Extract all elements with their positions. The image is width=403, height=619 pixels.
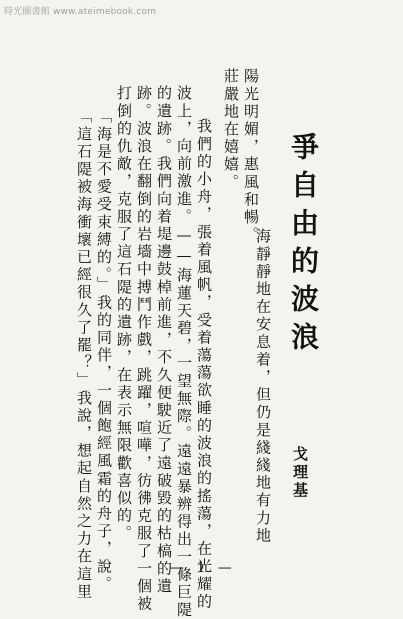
- page-number: — 1 —: [170, 560, 236, 576]
- paragraph-line-2: 陽光明媚，惠風和暢。: [242, 68, 260, 244]
- page-title: 爭自由的波浪: [287, 132, 320, 360]
- paragraph-line-7: 跡。波浪在翻倒的岩墻中搏鬥作戲，跳躍，喧嘩，彷彿克服了一個被: [135, 85, 153, 613]
- paragraph-line-3: 莊嚴地在嬉嬉。: [222, 68, 240, 192]
- watermark-text: 時光圖書館 www.ateimebook.com: [4, 7, 157, 17]
- paragraph-line-1: 海靜靜地在安息着，但仍是綫綫地有力地: [254, 228, 272, 545]
- paragraph-line-10: 「這石隄被海衝壞已經很久了罷？」我說，想起自然之力在這里: [75, 108, 93, 601]
- paragraph-line-8: 打倒的仇敵，克服了這石隄的遺跡，在表示無限歡喜似的。: [115, 85, 133, 543]
- paragraph-line-9: 「海是不愛受束縛的。」我的同伴，一個飽經風霜的舟子，說。: [95, 108, 113, 594]
- paragraph-line-4: 我們的小舟，張着風帆，受着蕩蕩欲睡的波浪的搖蕩，在光耀的: [195, 118, 213, 611]
- paragraph-line-5: 波上，向前激進。——海蓮天碧，一望無際。遠遠暴辨得出一條巨隄: [175, 85, 193, 619]
- author-name: 戈理基: [291, 446, 309, 500]
- paragraph-line-6: 的遺跡。我們向着堤邊鼓棹前進，不久便駛近了遠破毀的枯槁的遺: [155, 85, 173, 596]
